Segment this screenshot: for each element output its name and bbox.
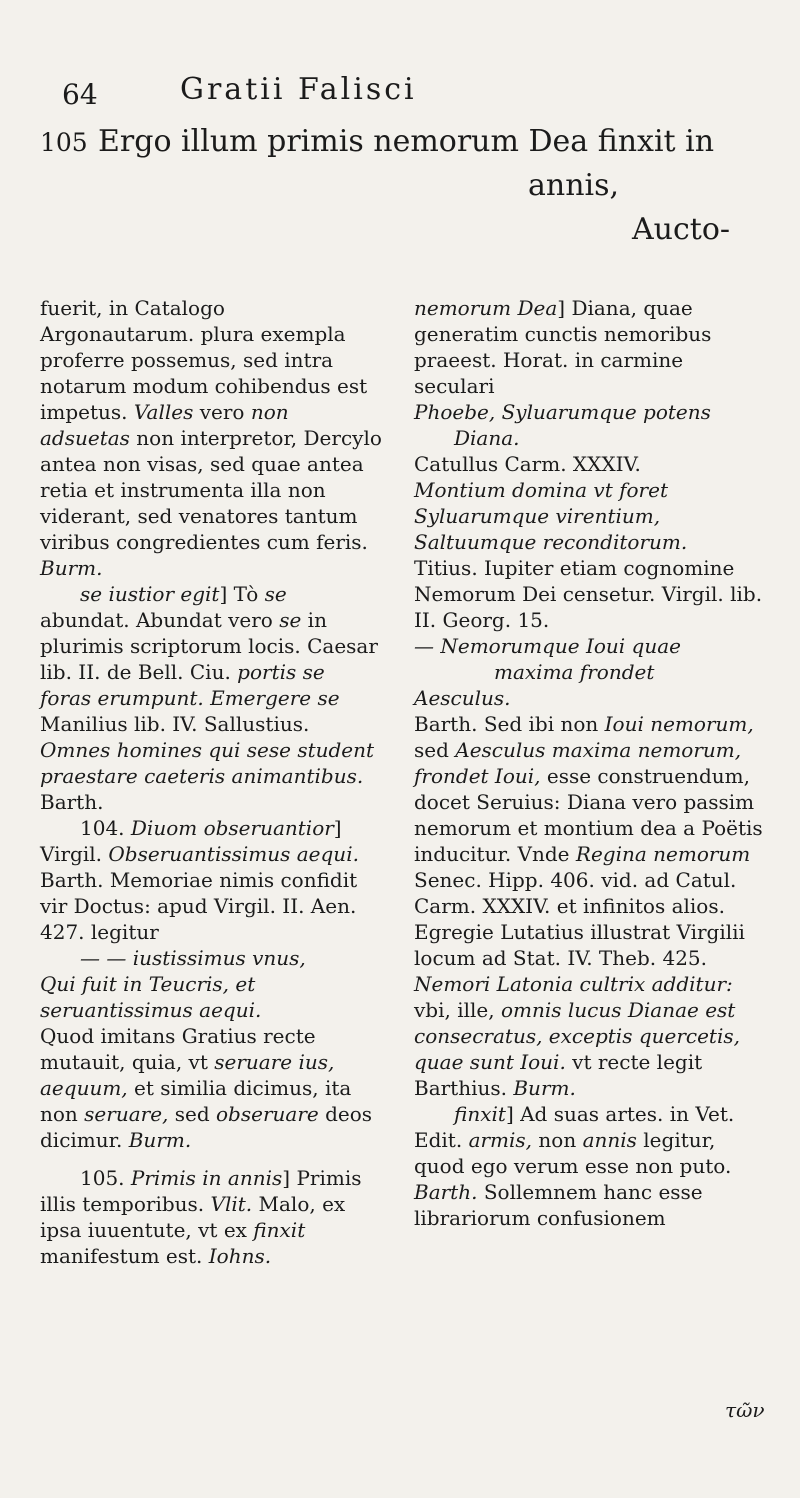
commentary-paragraph: fuerit, in Catalogo Argonautarum. plura exempla proferre possemus, sed intra notarum modum cohibendus est impetus. Valles vero non adsuetas non interpretor, Dercylo antea non visas, sed quae antea retia et instrumenta illa non viderant, sed venatores tantum viribus congredientes cum feris. Burm. xyxy=(40,296,382,580)
commentary-paragraph: 104. Diuom obseruantior] Virgil. Obseruantissimus aequi. Barth. Memoriae nimis confidit vir Doctus: apud Virgil. II. Aen. 427. legitur xyxy=(40,816,359,944)
quoted-verse: — — iustissimus vnus, xyxy=(80,946,306,970)
quoted-verse: Montium domina vt foret xyxy=(414,478,668,502)
verse-line: annis, xyxy=(528,168,620,203)
page-number: 64 xyxy=(62,78,98,111)
commentary-paragraph: Catullus Carm. XXXIV. xyxy=(414,452,641,476)
quoted-verse: Diana. xyxy=(454,426,520,450)
quoted-verse: maxima frondet xyxy=(494,660,655,684)
quoted-verse: Aesculus. xyxy=(414,686,511,710)
quoted-verse: Qui fuit in Teucris, et seruantissimus aequi. xyxy=(40,972,262,1022)
commentary-paragraph: nemorum Dea] Diana, quae generatim cunctis nemoribus praeest. Horat. in carmine seculari xyxy=(414,296,712,398)
verse-catchword: Aucto- xyxy=(632,212,731,247)
commentary-paragraph: Barth. Sed ibi non Ioui nemorum, sed Aesculus maxima nemorum, frondet Ioui, esse construendum, docet Seruius: Diana vero passim nemorum et montium dea a Poëtis inducitur. Vnde Regina nemorum Senec. Hipp. 406. vid. ad Catul. Carm. XXXIV. et infinitos alios. Egregie Lutatius illustrat Virgilii locum ad Stat. IV. Theb. 425. Nemori Latonia cultrix additur: vbi, ille, omnis lucus Dianae est consecratus, exceptis quercetis, quae sunt Ioui. vt recte legit Barthius. Burm. xyxy=(414,712,763,1100)
commentary-paragraph: finxit] Ad suas artes. in Vet. Edit. armis, non annis legitur, quod ego verum esse non puto. Barth. Sollemnem hanc esse librariorum confusionem xyxy=(414,1102,735,1230)
commentary-right-column xyxy=(414,295,766,1231)
quoted-verse: — Nemorumque Ioui quae xyxy=(414,634,682,658)
quoted-verse: Syluarumque virentium, xyxy=(414,504,661,528)
verse-line: Ergo illum primis nemorum Dea finxit in xyxy=(98,124,715,159)
running-head: Gratii Falisci xyxy=(180,72,417,107)
commentary-left-column xyxy=(40,295,382,1269)
quoted-verse: Saltuumque reconditorum. xyxy=(414,530,688,554)
commentary-paragraph: Quod imitans Gratius recte mutauit, quia, vt seruare ius, aequum, et similia dicimus, ita non seruare, sed obseruare deos dicimur. Burm. xyxy=(40,1024,373,1152)
page-catchword: τῶν xyxy=(725,1398,765,1422)
verse-number: 105 xyxy=(40,128,88,157)
quoted-verse: Phoebe, Syluarumque potens xyxy=(414,400,711,424)
commentary-paragraph: 105. Primis in annis] Primis illis temporibus. Vlit. Malo, ex ipsa iuuentute, vt ex finxit manifestum est. Iohns. xyxy=(40,1166,362,1268)
commentary-paragraph: Titius. Iupiter etiam cognomine Nemorum Dei censetur. Virgil. lib. II. Georg. 15. xyxy=(414,556,763,632)
commentary-paragraph: se iustior egit] Tò se abundat. Abundat vero se in plurimis scriptorum locis. Caesar lib. II. de Bell. Ciu. portis se foras erumpunt. Emergere se Manilius lib. IV. Sallustius. Omnes homines qui sese student praestare caeteris animantibus. Barth. xyxy=(40,582,378,814)
